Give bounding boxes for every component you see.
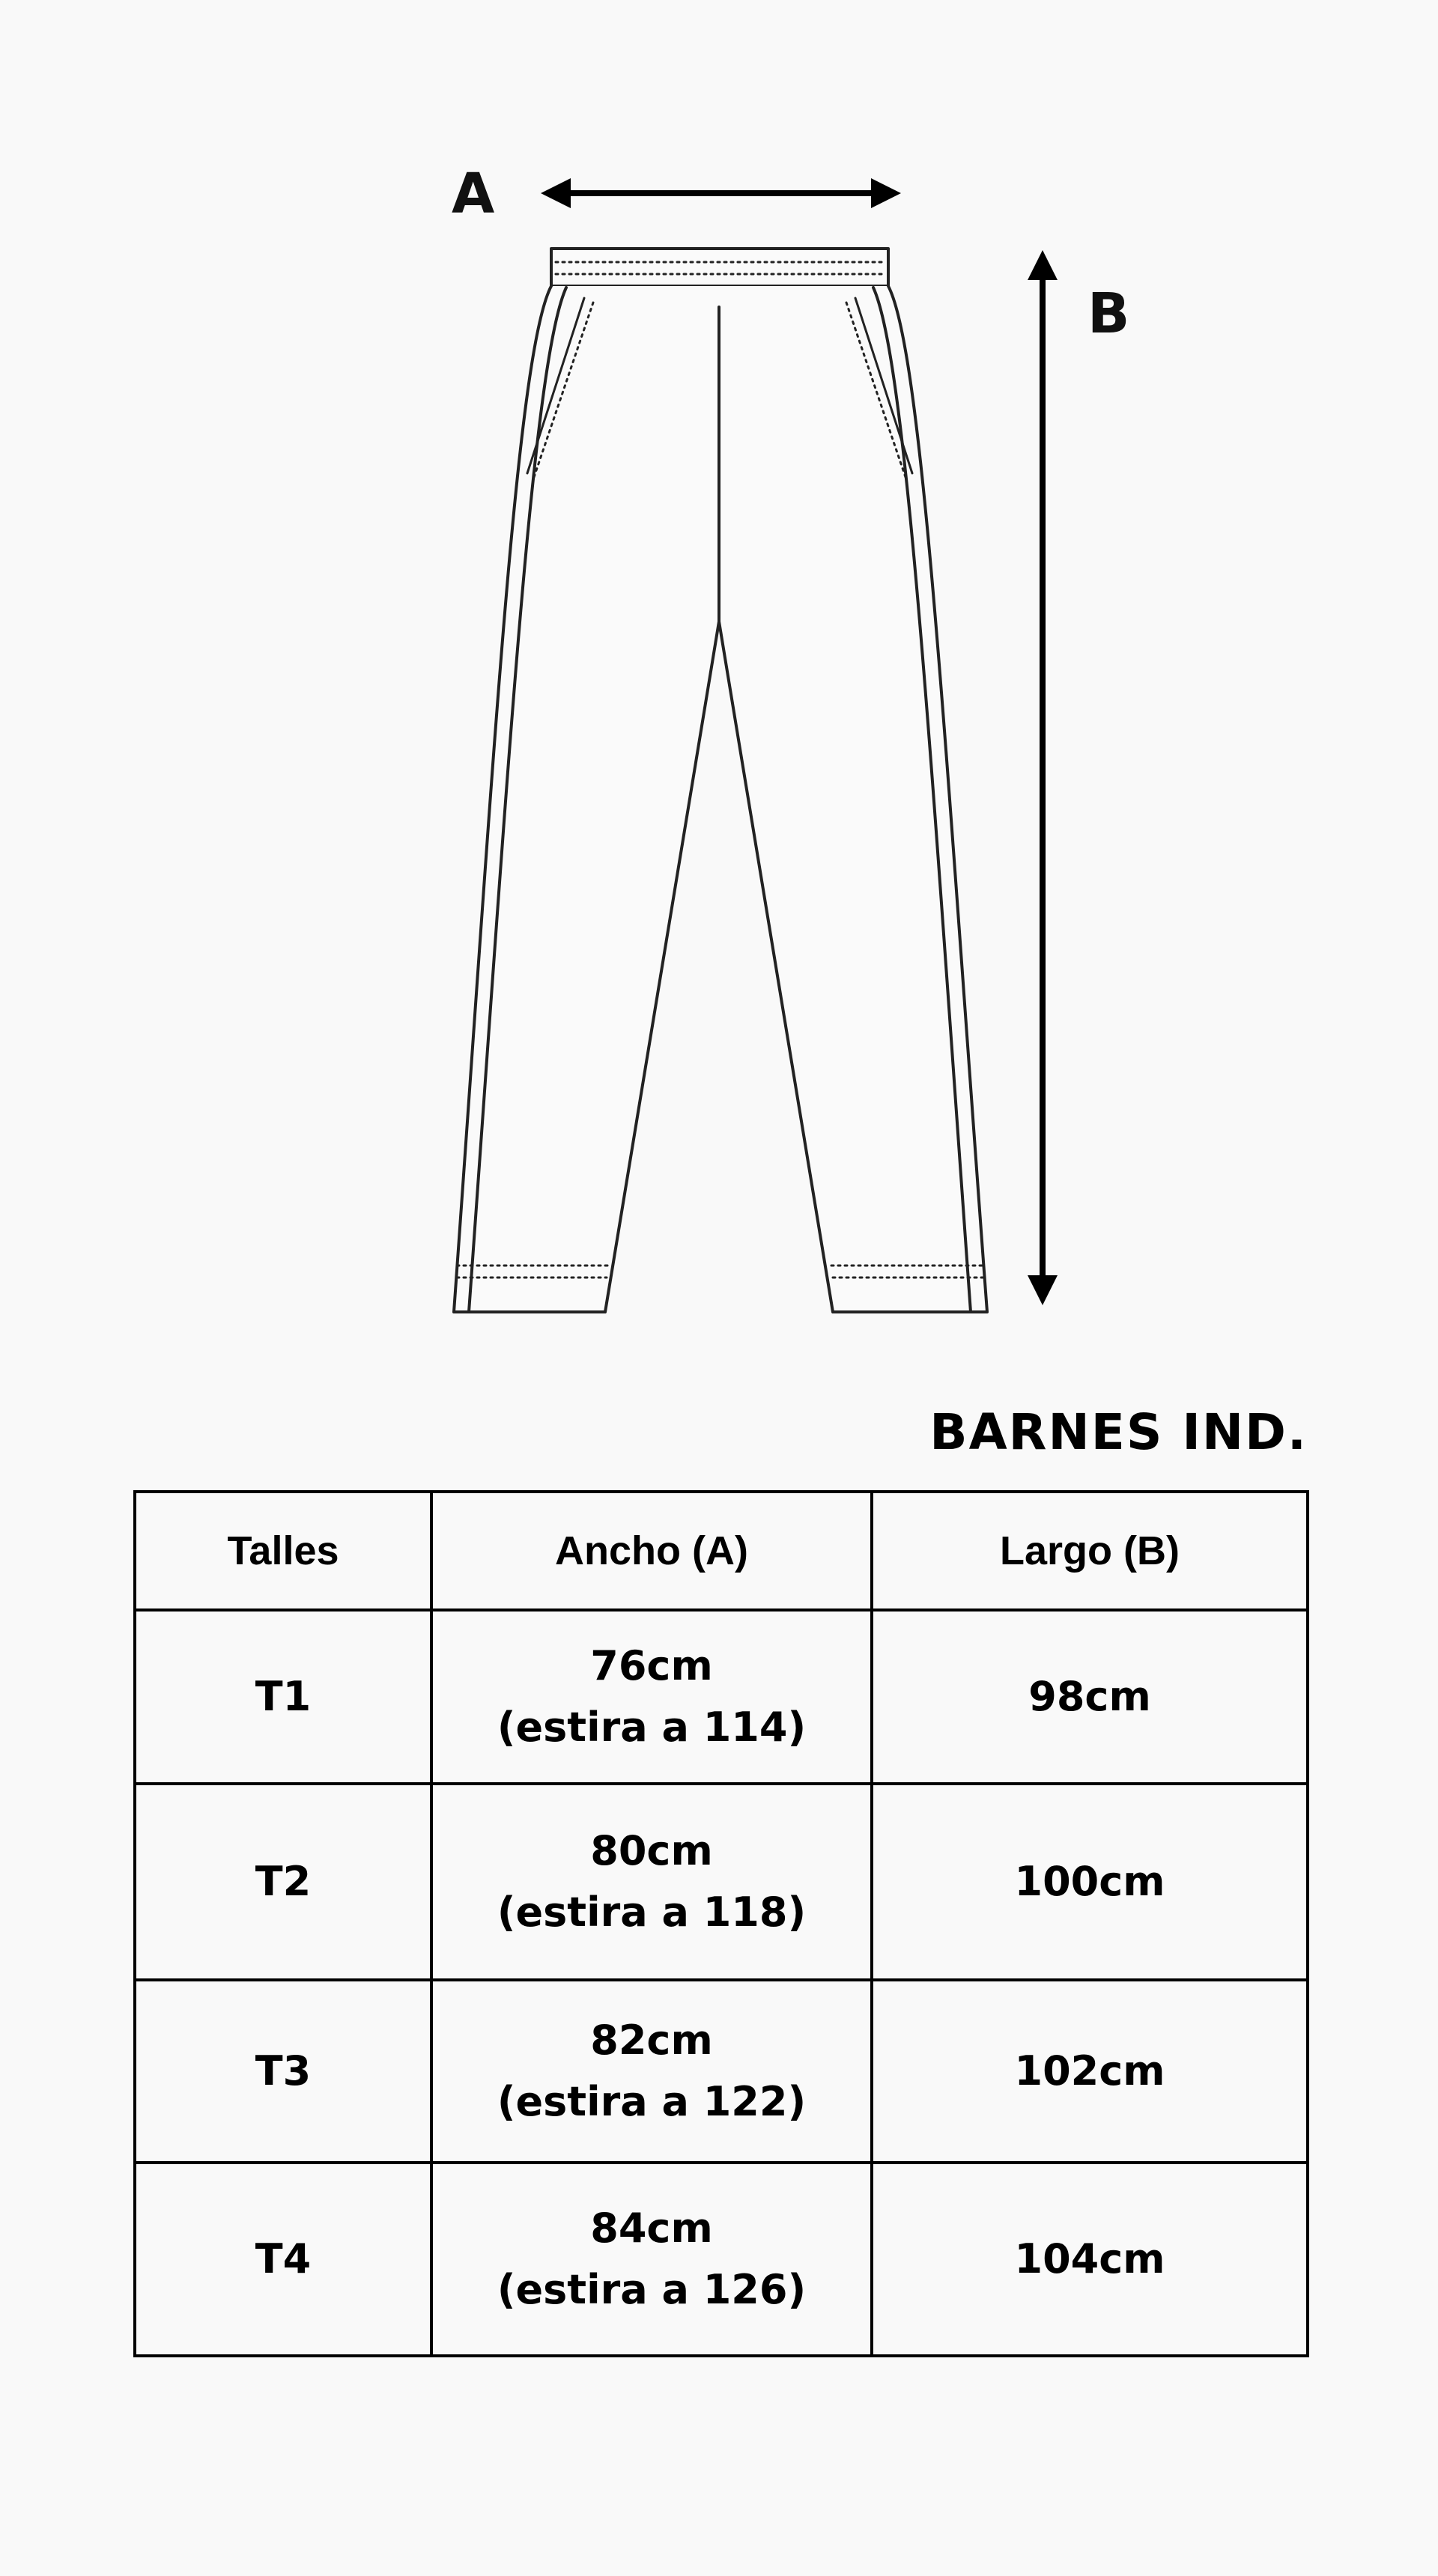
width-stretch: (estira a 122) <box>497 2078 807 2125</box>
width-value: 82cm <box>590 2017 713 2064</box>
size-cell: T2 <box>135 1784 431 1980</box>
size-chart-table <box>133 1490 1309 2357</box>
length-cell: 98cm <box>872 1610 1308 1784</box>
table-header-row <box>135 1492 1308 1610</box>
width-cell <box>431 1980 872 2163</box>
table-row <box>135 1610 1308 1784</box>
table-row <box>135 1980 1308 2163</box>
brand-name: BARNES IND. <box>929 1403 1308 1461</box>
width-cell <box>431 1784 872 1980</box>
size-cell: T1 <box>135 1610 431 1784</box>
header-size: Talles <box>135 1492 431 1610</box>
size-cell: T3 <box>135 1980 431 2163</box>
size-cell: T4 <box>135 2163 431 2356</box>
table-row <box>135 2163 1308 2356</box>
length-cell: 104cm <box>872 2163 1308 2356</box>
pants-outline <box>454 249 987 1312</box>
measure-label-b: B <box>1087 282 1130 346</box>
width-stretch: (estira a 126) <box>497 2266 807 2313</box>
length-cell: 100cm <box>872 1784 1308 1980</box>
measure-label-a: A <box>452 162 495 226</box>
length-cell: 102cm <box>872 1980 1308 2163</box>
table-row <box>135 1784 1308 1980</box>
width-stretch: (estira a 114) <box>497 1704 807 1751</box>
width-value: 84cm <box>590 2205 713 2252</box>
width-cell <box>431 2163 872 2356</box>
width-value: 80cm <box>590 1827 713 1874</box>
width-value: 76cm <box>590 1642 713 1689</box>
header-length: Largo (B) <box>872 1492 1308 1610</box>
header-width: Ancho (A) <box>431 1492 872 1610</box>
width-cell <box>431 1610 872 1784</box>
width-stretch: (estira a 118) <box>497 1889 807 1936</box>
